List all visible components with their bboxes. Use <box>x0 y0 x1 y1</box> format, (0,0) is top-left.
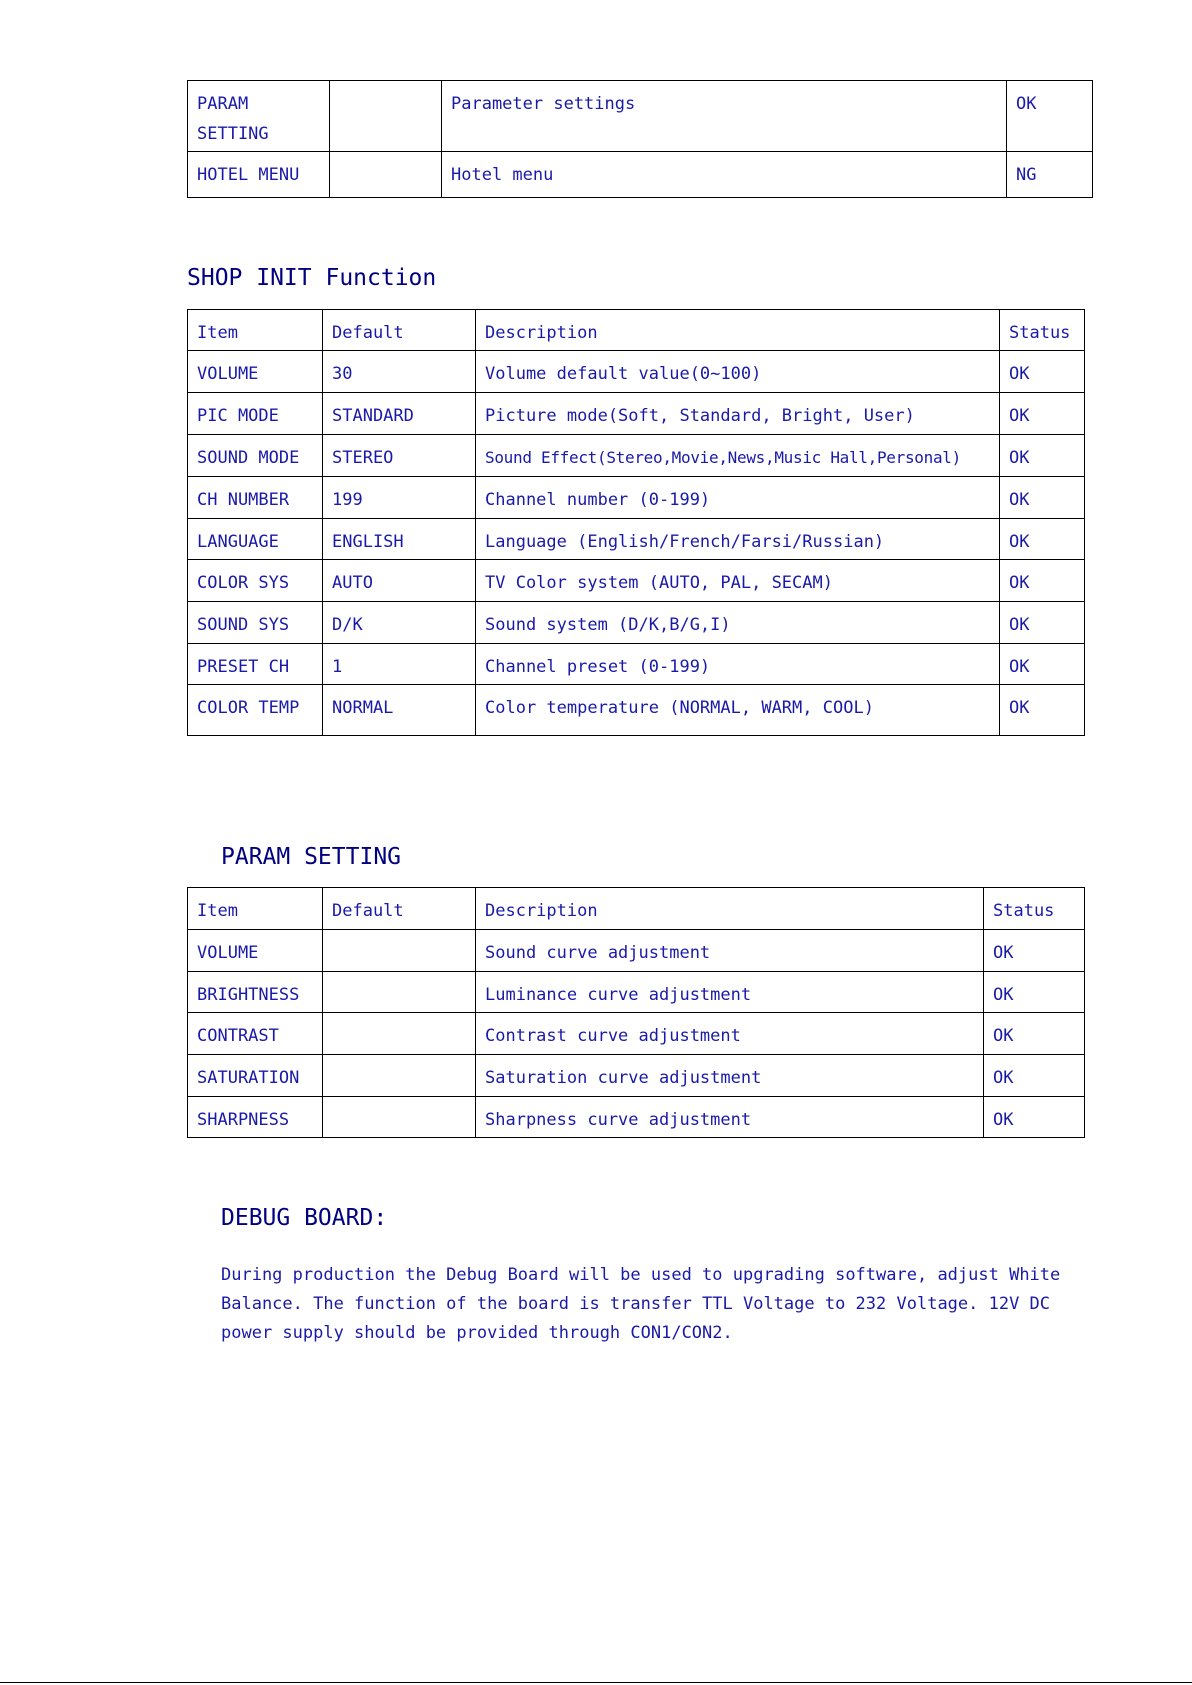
cell-description: TV Color system (AUTO, PAL, SECAM) <box>476 560 1000 602</box>
cell-item: SHARPNESS <box>188 1097 323 1138</box>
cell-status: OK <box>1000 351 1085 393</box>
cell-item: LANGUAGE <box>188 519 323 560</box>
cell-default: 30 <box>323 351 476 393</box>
cell-default: STANDARD <box>323 393 476 435</box>
table-row <box>188 519 1085 560</box>
shop-init-table <box>187 309 1085 736</box>
cell-default: 1 <box>323 644 476 685</box>
header-default: Default <box>323 310 476 351</box>
cell-item: SOUND MODE <box>188 435 323 477</box>
cell-item: VOLUME <box>188 930 323 972</box>
page-bottom-rule <box>0 1682 1192 1683</box>
cell-default: D/K <box>323 602 476 644</box>
cell-status: OK <box>1000 644 1085 685</box>
cell-default <box>330 152 442 198</box>
header-item: Item <box>188 888 323 930</box>
cell-status: OK <box>984 1097 1085 1138</box>
header-default: Default <box>323 888 476 930</box>
param-setting-heading: PARAM SETTING <box>221 844 402 870</box>
cell-description: Picture mode(Soft, Standard, Bright, User) <box>476 393 1000 435</box>
table-row <box>188 477 1085 519</box>
cell-status: OK <box>1000 477 1085 519</box>
paragraph-line: Balance. The function of the board is transfer TTL Voltage to 232 Voltage. 12V DC <box>221 1294 1051 1314</box>
table-row <box>188 560 1085 602</box>
table-row <box>188 1013 1085 1055</box>
cell-status: OK <box>984 1013 1085 1055</box>
paragraph-line: power supply should be provided through CON1/CON2. <box>221 1323 733 1343</box>
cell-default <box>323 1013 476 1055</box>
cell-status: OK <box>984 930 1085 972</box>
table-row <box>188 644 1085 685</box>
cell-description: Luminance curve adjustment <box>476 972 984 1013</box>
table-row <box>188 930 1085 972</box>
table-row <box>188 81 1093 152</box>
cell-default <box>323 972 476 1013</box>
cell-description: Contrast curve adjustment <box>476 1013 984 1055</box>
table-header-row <box>188 310 1085 351</box>
table-row <box>188 393 1085 435</box>
paragraph-line: During production the Debug Board will be used to upgrading software, adjust White <box>221 1265 1061 1285</box>
cell-description: Color temperature (NORMAL, WARM, COOL) <box>476 685 1000 736</box>
table-row <box>188 351 1085 393</box>
cell-description: Sound system (D/K,B/G,I) <box>476 602 1000 644</box>
cell-status: OK <box>1000 560 1085 602</box>
cell-item: COLOR SYS <box>188 560 323 602</box>
cell-item: SATURATION <box>188 1055 323 1097</box>
param-setting-table <box>187 887 1085 1138</box>
cell-status: OK <box>1000 393 1085 435</box>
cell-item: COLOR TEMP <box>188 685 323 736</box>
cell-description: Volume default value(0~100) <box>476 351 1000 393</box>
cell-default <box>330 81 442 152</box>
table-row <box>188 435 1085 477</box>
header-description: Description <box>476 888 984 930</box>
cell-item: PRESET CH <box>188 644 323 685</box>
cell-status: OK <box>1000 602 1085 644</box>
cell-status: OK <box>1000 685 1085 736</box>
header-description: Description <box>476 310 1000 351</box>
header-item: Item <box>188 310 323 351</box>
cell-item: VOLUME <box>188 351 323 393</box>
cell-item: BRIGHTNESS <box>188 972 323 1013</box>
cell-description: Sound Effect(Stereo,Movie,News,Music Hall,Personal) <box>476 435 1000 477</box>
table-row <box>188 972 1085 1013</box>
cell-default: 199 <box>323 477 476 519</box>
cell-default: STEREO <box>323 435 476 477</box>
cell-default <box>323 1055 476 1097</box>
table-row <box>188 1055 1085 1097</box>
header-status: Status <box>984 888 1085 930</box>
table-row <box>188 152 1093 198</box>
cell-status: NG <box>1007 152 1093 198</box>
cell-item: SOUND SYS <box>188 602 323 644</box>
cell-description: Sound curve adjustment <box>476 930 984 972</box>
cell-description: Hotel menu <box>442 152 1007 198</box>
cell-item: HOTEL MENU <box>188 152 330 198</box>
cell-default: NORMAL <box>323 685 476 736</box>
cell-status: OK <box>984 1055 1085 1097</box>
cell-description: Channel preset (0-199) <box>476 644 1000 685</box>
table-row <box>188 602 1085 644</box>
table-row <box>188 685 1085 736</box>
cell-description: Parameter settings <box>442 81 1007 152</box>
cell-status: OK <box>1000 519 1085 560</box>
cell-default <box>323 1097 476 1138</box>
shop-init-heading: SHOP INIT Function <box>187 265 437 291</box>
debug-board-heading: DEBUG BOARD: <box>221 1205 388 1231</box>
cell-status: OK <box>1000 435 1085 477</box>
cell-default <box>323 930 476 972</box>
cell-description: Sharpness curve adjustment <box>476 1097 984 1138</box>
table-header-row <box>188 888 1085 930</box>
table-row <box>188 1097 1085 1138</box>
cell-item: CONTRAST <box>188 1013 323 1055</box>
cell-description: Saturation curve adjustment <box>476 1055 984 1097</box>
cell-item: PARAM SETTING <box>188 81 330 152</box>
cell-default: ENGLISH <box>323 519 476 560</box>
debug-board-paragraph <box>221 1261 1061 1348</box>
cell-description: Channel number (0-199) <box>476 477 1000 519</box>
cell-item: PIC MODE <box>188 393 323 435</box>
header-status: Status <box>1000 310 1085 351</box>
cell-status: OK <box>1007 81 1093 152</box>
cell-description: Language (English/French/Farsi/Russian) <box>476 519 1000 560</box>
cell-default: AUTO <box>323 560 476 602</box>
cell-status: OK <box>984 972 1085 1013</box>
top-table <box>187 80 1093 198</box>
cell-item: CH NUMBER <box>188 477 323 519</box>
